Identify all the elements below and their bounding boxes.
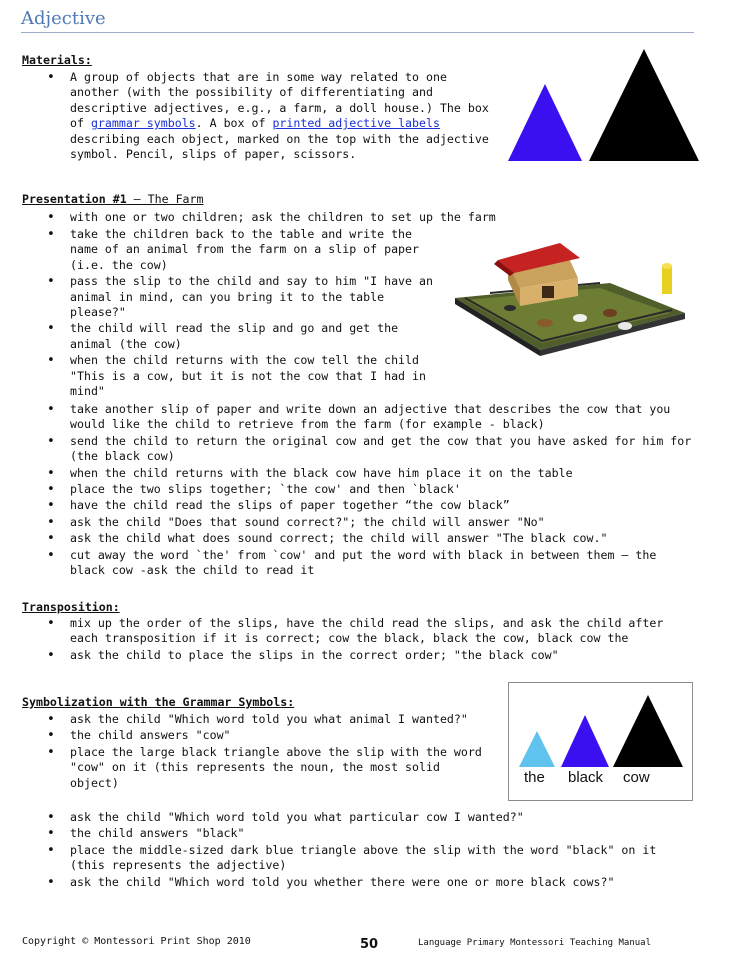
list-item: • take the children back to the table and write the name of an animal from the farm on a slip of paper (i.e. the cow) <box>22 227 437 273</box>
list-item: • pass the slip to the child and say to him "I have an animal in mind, can you bring it to the table please?" <box>22 274 437 320</box>
symbol-label-cow: cow <box>623 769 650 786</box>
footer-copyright: Copyright © Montessori Print Shop 2010 <box>22 936 251 947</box>
list-item: • ask the child what does sound correct; the child will answer "The black cow." <box>22 531 697 546</box>
transposition-list <box>22 616 692 664</box>
noun-triangle-icon <box>613 695 683 767</box>
transposition-heading: Transposition: <box>22 600 120 614</box>
list-item: • place the middle-sized dark blue triangle above the slip with the word "black" on it (this represents the adjective) <box>22 843 687 874</box>
presentation-subtitle: – The Farm <box>126 192 204 206</box>
page-number: 50 <box>360 937 379 952</box>
list-item: • the child answers "cow" <box>22 728 482 743</box>
symbolization-list-narrow <box>22 712 482 792</box>
list-item: • with one or two children; ask the children to set up the farm <box>22 210 722 225</box>
presentation-title: Presentation #1 <box>22 192 127 206</box>
symbol-label-the: the <box>524 769 545 786</box>
list-item: • place the large black triangle above the slip with the word "cow" on it (this represents the noun, the most solid object) <box>22 745 482 791</box>
symbolization-heading: Symbolization with the Grammar Symbols: <box>22 695 295 709</box>
list-item: • the child will read the slip and go and get the animal (the cow) <box>22 321 437 352</box>
list-item: • take another slip of paper and write down an adjective that describes the cow that you would like the child to retrieve from the farm (for example - black) <box>22 402 697 433</box>
printed-adjective-labels-link[interactable]: printed adjective labels <box>272 116 440 131</box>
list-item: • the child answers "black" <box>22 826 687 841</box>
materials-heading: Materials: <box>22 53 92 67</box>
list-item: • ask the child "Which word told you what animal I wanted?" <box>22 712 482 727</box>
footer-manual-title: Language Primary Montessori Teaching Manual <box>418 938 651 948</box>
grammar-symbols-figure <box>508 682 693 801</box>
list-item: • place the two slips together; `the cow' and then `black' <box>22 482 697 497</box>
article-triangle-icon <box>519 731 555 767</box>
list-item: • have the child read the slips of paper together “the cow black” <box>22 498 697 513</box>
noun-triangle-icon <box>589 49 699 161</box>
farm-image <box>450 238 690 378</box>
grammar-symbols-link[interactable]: grammar symbols <box>90 116 196 131</box>
adjective-triangle-icon <box>508 84 582 161</box>
list-item: • ask the child "Which word told you whether there were one or more black cows?" <box>22 875 687 890</box>
list-item: • ask the child to place the slips in the correct order; "the black cow" <box>22 648 692 663</box>
presentation-list-narrow <box>22 227 437 400</box>
materials-text: A group of objects that are in some way related to one another (with the possibility of differentiating and descriptive adjectives, e.g., a farm, a doll house.) The box of <box>70 70 489 131</box>
adjective-triangle-icon <box>561 715 609 767</box>
list-item: • ask the child "Which word told you what particular cow I wanted?" <box>22 810 687 825</box>
symbolization-list-wide <box>22 810 687 891</box>
materials-text: . A box of <box>195 116 273 131</box>
materials-text: describing each object, marked on the top with the adjective symbol. Pencil, slips of paper, scissors. <box>70 131 489 162</box>
list-item: • when the child returns with the black cow have him place it on the table <box>22 466 697 481</box>
presentation-list-top <box>22 210 722 226</box>
materials-list <box>22 70 492 163</box>
materials-triangles-image <box>505 46 705 166</box>
list-item: • mix up the order of the slips, have the child read the slips, and ask the child after each transposition if it is correct; cow the black, black the cow, black cow the <box>22 616 692 647</box>
list-item <box>22 70 492 162</box>
page-title: Adjective <box>21 8 694 33</box>
presentation-list-wide <box>22 402 697 579</box>
presentation-heading <box>22 192 203 207</box>
list-item: • send the child to return the original cow and get the cow that you have asked for him for (the black cow) <box>22 434 697 465</box>
list-item: • cut away the word `the' from `cow' and put the word with black in between them – the black cow -ask the child to read it <box>22 548 697 579</box>
list-item: • ask the child "Does that sound correct?"; the child will answer "No" <box>22 515 697 530</box>
list-item: • when the child returns with the cow tell the child "This is a cow, but it is not the cow that I had in mind" <box>22 353 437 399</box>
symbol-label-black: black <box>568 769 604 786</box>
